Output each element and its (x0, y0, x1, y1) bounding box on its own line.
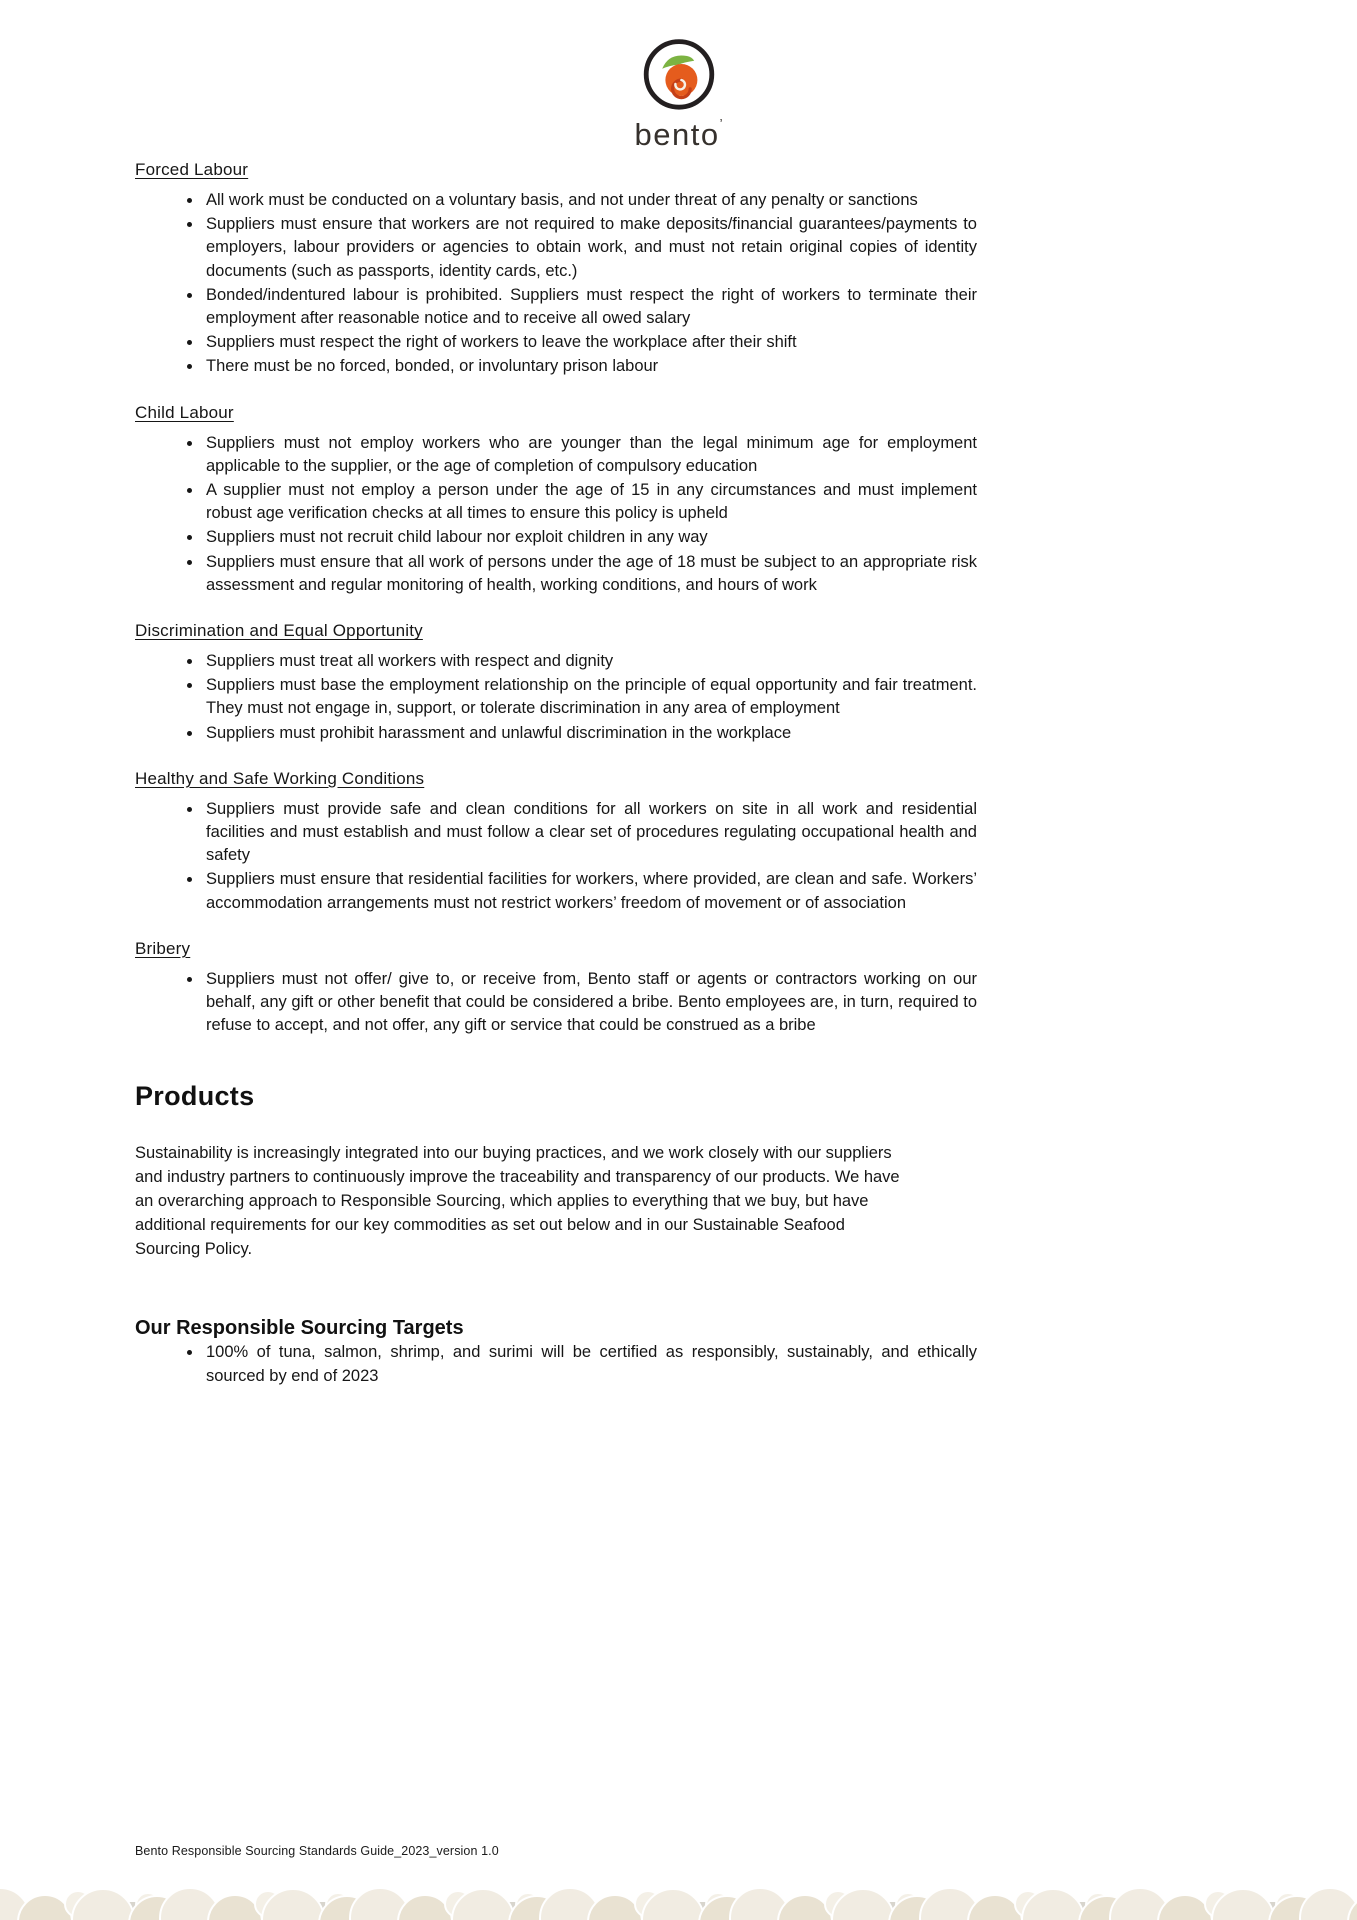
bullet-item: • Suppliers must ensure that all work of persons under the age of 18 must be subject to an appropriate risk assessment and regular monitoring of health, working conditions, and hours of work (203, 551, 977, 597)
products-paragraph: Sustainability is increasingly integrated into our buying practices, and we work closely with our suppliers and industry partners to continuously improve the traceability and transparency of our products. We have an overarching approach to Responsible Sourcing, which applies to everything that we buy, but have additional requirements for our key commodities as set out below and in our Sustainable Seafood Sourcing Policy. (135, 1144, 900, 1258)
section-heading: Healthy and Safe Working Conditions (135, 768, 425, 788)
section-heading: Child Labour (135, 402, 234, 422)
section-heading: Discrimination and Equal Opportunity (135, 621, 423, 641)
bullet-item: • Suppliers must treat all workers with respect and dignity (203, 650, 977, 673)
targets-bullet-list (135, 1341, 977, 1387)
logo (0, 36, 1357, 153)
section-bribery (135, 939, 977, 1038)
logo-wordmark: bento (634, 117, 720, 152)
bullet-list (135, 798, 977, 915)
pebble-pattern-icon (0, 1862, 1357, 1920)
bullet-item: • Suppliers must ensure that workers are not required to make deposits/financial guarantees/payments to employers, labour providers or agencies to obtain work, and must not retain original copies of identity documents (such as passports, identity cards, etc.) (203, 213, 977, 283)
bullet-list (135, 432, 977, 597)
targets-heading: Our Responsible Sourcing Targets (135, 1317, 464, 1340)
bullet-list (135, 650, 977, 745)
section-heading: Forced Labour (135, 160, 249, 179)
section-heading: Bribery (135, 938, 191, 958)
bullet-item: • Suppliers must provide safe and clean conditions for all workers on site in all work and residential facilities and must establish and must follow a clear set of procedures regulating occupational health and safety (203, 798, 977, 868)
bullet-item: • 100% of tuna, salmon, shrimp, and surimi will be certified as responsibly, sustainably, and ethically sourced by end of 2023 (203, 1341, 977, 1387)
bullet-item: • Suppliers must base the employment relationship on the principle of equal opportunity and fair treatment. They must not engage in, support, or tolerate discrimination in any area of employment (203, 674, 977, 720)
bullet-item: • Suppliers must respect the right of workers to leave the workplace after their shift (203, 331, 977, 354)
products-heading: Products (135, 1081, 255, 1112)
bullet-list (135, 968, 977, 1038)
bullet-item: • Suppliers must ensure that residential facilities for workers, where provided, are clean and safe. Workers’ accommodation arrangements must not restrict workers’ freedom of movement or of association (203, 868, 977, 914)
document-body (135, 160, 977, 1389)
section-child-labour (135, 403, 977, 597)
bullet-item: • Suppliers must not offer/ give to, or receive from, Bento staff or agents or contractors working on our behalf, any gift or other benefit that could be considered a bribe. Bento employees are, in turn, required to refuse to accept, and not offer, any gift or service that could be construed as a bribe (203, 968, 977, 1038)
bento-logo-icon (639, 36, 719, 116)
bottom-pebble-border (0, 1862, 1357, 1920)
bullet-item: • There must be no forced, bonded, or involuntary prison labour (203, 355, 977, 378)
section-health-safety (135, 769, 977, 915)
logo-trademark: ’ (719, 116, 723, 131)
bullet-item: • All work must be conducted on a voluntary basis, and not under threat of any penalty or sanctions (203, 189, 977, 212)
bullet-item: • Bonded/indentured labour is prohibited. Suppliers must respect the right of workers to terminate their employment after reasonable notice and to receive all owed salary (203, 284, 977, 330)
bullet-item: • A supplier must not employ a person under the age of 15 in any circumstances and must implement robust age verification checks at all times to ensure this policy is upheld (203, 479, 977, 525)
footer-text: Bento Responsible Sourcing Standards Guide_2023_version 1.0 (135, 1844, 499, 1858)
section-forced-labour (135, 160, 977, 379)
bullet-list (135, 189, 977, 379)
bullet-item: • Suppliers must not recruit child labour nor exploit children in any way (203, 526, 977, 549)
bullet-item: • Suppliers must not employ workers who are younger than the legal minimum age for employment applicable to the supplier, or the age of completion of compulsory education (203, 432, 977, 478)
bullet-item: • Suppliers must prohibit harassment and unlawful discrimination in the workplace (203, 722, 977, 745)
section-discrimination (135, 621, 977, 745)
